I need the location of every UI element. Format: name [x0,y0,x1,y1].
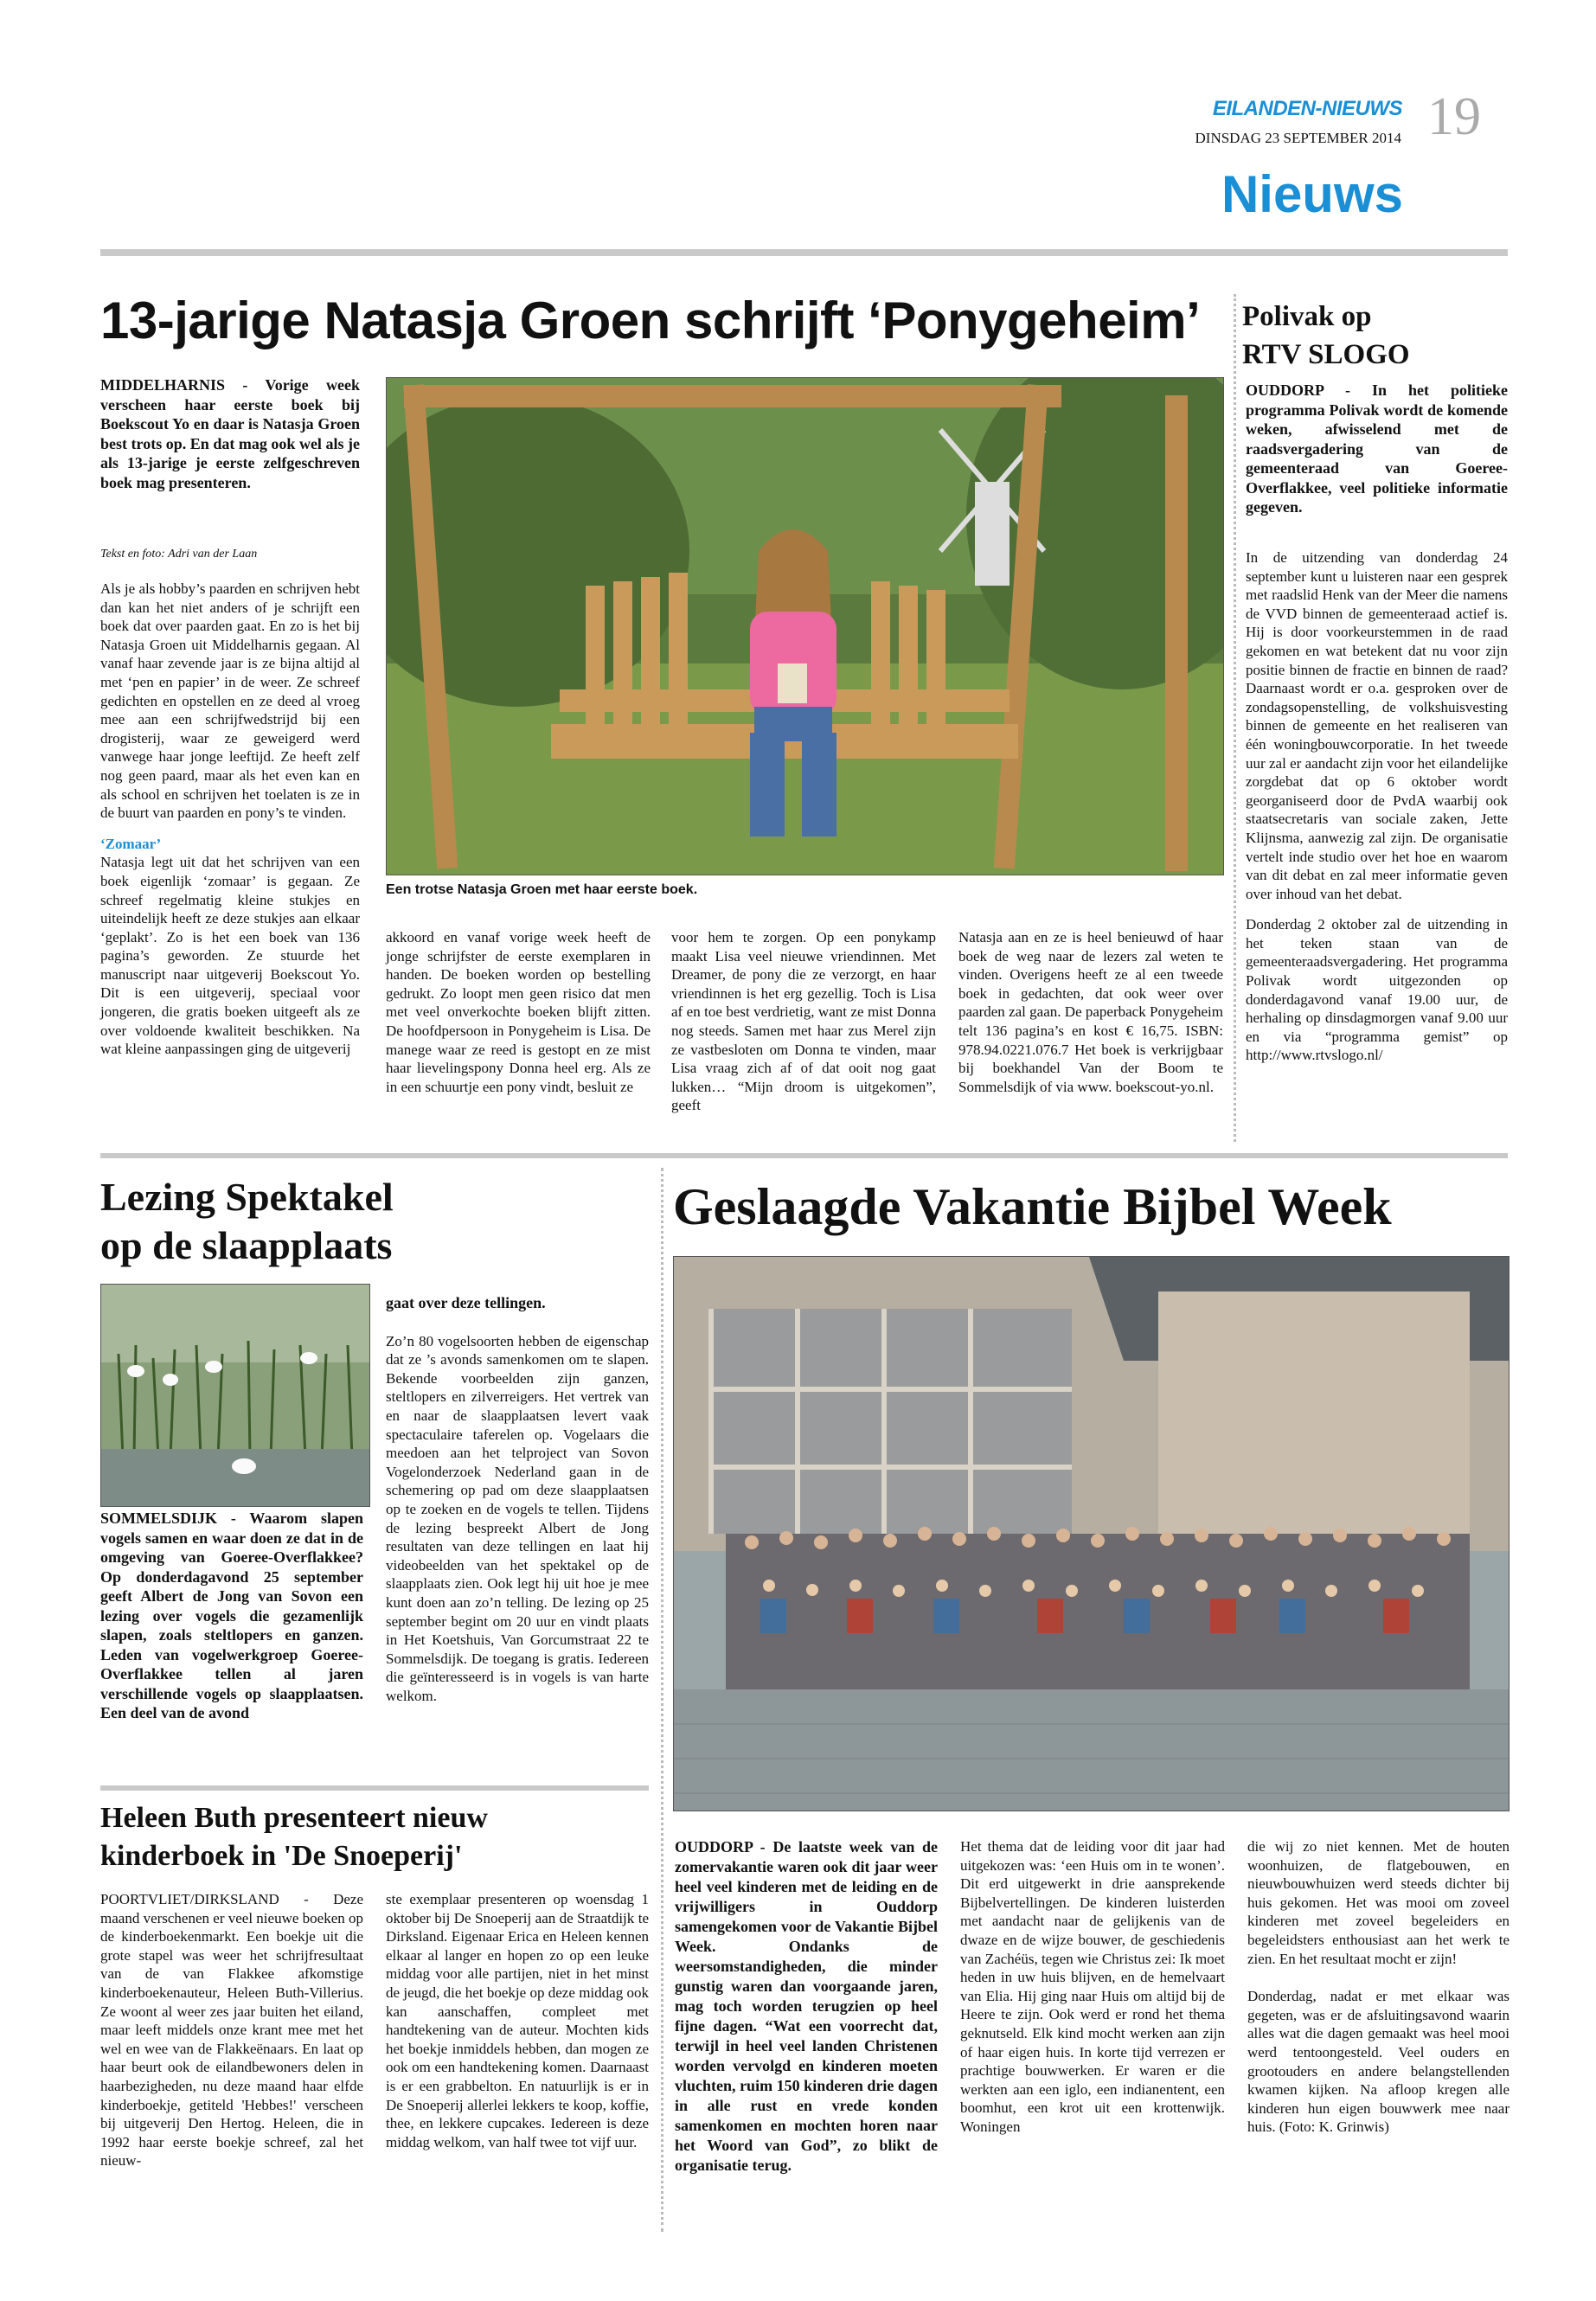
lezing-paragraph: Zo’n 80 vogelsoorten hebben de eigenschap dat ze ’s avonds samenkomen om te slapen. Bekende voorbeelden zijn ganzen, steltlopers en zilverreigers. Het vertrek van en naar de slaapplaatsen levert vaak spectaculaire taferelen op. Vogelaars die meedoen aan het telproject van Sovon Vogelonderzoek Nederland gaan in de schemering op pad om deze slaapplaatsen op te zoeken en de vogels te tellen. Tijdens de lezing bespreekt Albert de Jong resultaten van deze tellingen en laat hij videobeelden van het spektakel op de slaapplaats zien. Ook legt hij uit hoe je mee kunt doen aan zo’n telling. De lezing op 25 september begint om 20 uur en vindt plaats in Het Koetshuis, Van Gorcumstraat 22 te Sommelsdijk. De toegang is gratis. Iedereen die geïnteresseerd is in vogels is van harte welkom. [386,1332,649,1704]
polivak-text [1246,548,1508,1065]
column-divider-2 [661,1168,663,2232]
polivak-headline-line2: RTV SLOGO [1242,339,1410,370]
natasja-photo-caption: Een trotse Natasja Groen met haar eerste boek. [386,882,698,897]
lezing-headline-line2: op de slaapplaats [100,1223,393,1267]
issue-date: DINSDAG 23 SEPTEMBER 2014 [1195,130,1401,146]
section-title: Nieuws [1221,165,1403,223]
masthead-rule [100,249,1508,256]
main-col3-text: voor hem te zorgen. Op een ponykamp maakt Lisa veel nieuwe vriendinnen. Met Dreamer, de pony die ze verzorgt, en haar vriendinnen is het erg gezellig. Toch is Lisa af en toe best verdrietig, want ze mist Donna nog steeds. Samen met haar zus Merel zijn ze vastbesloten om Donna te vinden, maar Lisa vraag zich af of dat ooit nog gaat lukken… “Mijn droom is uitgekomen”, geeft [671,929,936,1114]
polivak-headline [1242,298,1502,374]
polivak-paragraph: In de uitzending van donderdag 24 september kunt u luisteren naar een gesprek met raadslid Henk van der Meer die namens de VVD binnen de gemeenteraad actief is. Hij is door voorkeurstemmen in de raad gekomen en wat betekent dat nu voor zijn positie binnen de fractie en binnen de raad? Daarnaast wordt er o.a. gesproken over de zondagsopenstelling, de volkshuisvesting binnen de gemeente en het realiseren van één woningbouwcorporatie. In het tweede uur zal er aandacht zijn voor het eilandelijke zorgdebat dat op 6 oktober wordt georganiseerd door de PvdA waarbij ook staatsecretaris van sociale zaken, Jette Klijnsma, aanwezig zal zijn. De organisatie vertelt inde studio over het hoe en waarom van dit debat en zal meer informatie geven over inhoud van het debat. [1246,549,1508,902]
main-col2-text: akkoord en vanaf vorige week heeft de jonge schrijfster de eerste exemplaren in handen. De boeken worden op bestelling gedrukt. Zo loopt men geen risico dat men met veel onverkochte boeken blijft zitten. De hoofdpersoon in Ponygeheim is Lisa. De manege waar ze reed is gestopt en ze mist haar lievelingspony Donna heel erg. Als ze in een schuurtje een pony vindt, besluit ze [386,929,651,1095]
main-subhead: ‘Zomaar’ [100,835,162,852]
main-headline: 13-jarige Natasja Groen schrijft ‘Ponygeheim’ [100,292,1201,349]
main-col1-paragraph: Als je als hobby’s paarden en schrijven hebt dan kan het niet anders of je schrijft een boek dat over paarden gaat. En zo is het bij Natasja Groen uit Middelharnis gegaan. Al vanaf haar zevende jaar is ze bijna altijd al met ‘pen en papier’ in de weer. Ze schreef gedichten en opstellen en ze deed al vroeg mee aan een schrijfwedstrijd bij een drogisterij, waar ze geweigerd werd vanwege haar jonge leeftijd. Ze heeft zelf nog geen paard, maar als het even kan en als school en schrijven het toelaten is ze in de buurt van paarden en pony’s te vinden. [100,580,360,822]
main-col1-paragraph-2: Natasja legt uit dat het schrijven van een boek eigenlijk ‘zomaar’ is gegaan. Ze schreef regelmatig kleine stukjes en uiteindelijk heeft ze deze stukjes aan elkaar ‘geplakt’. Zo is het een boek van 136 pagina’s geworden. Ze stuurde het manuscript naar uitgeverij Boekscout Yo. Dit is een uitgeverij, speciaal voor jongeren, die gratis boeken uitgeeft als ze over voldoende kwaliteit beschikken. Na wat kleine aanpassingen ging de uitgeverij [100,854,360,1058]
lezing-headline [100,1173,637,1270]
group-photo [673,1256,1509,1811]
main-byline: Tekst en foto: Adri van der Laan [100,548,258,561]
bijbelweek-headline: Geslaagde Vakantie Bijbel Week [673,1178,1392,1235]
egret-photo [100,1284,370,1507]
group-photo-illustration [674,1257,1509,1811]
lezing-headline-line1: Lezing Spektakel [100,1175,394,1219]
section-rule [100,1153,1508,1158]
bijbelweek-lead: OUDDORP - De laatste week van de zomervakantie waren ook dit jaar weer heel veel kinderen met de leiding en de vrijwilligers in Ouddorp samengekomen voor de Vakantie Bijbel Week. Ondanks de weersomstandigheden, die minder gunstig waren dan voorgaande jaren, mag toch worden terugzien op heel fijne dagen. “Wat een voorrecht dat, terwijl in heel veel landen Christenen worden vervolgd en kinderen moeten vluchten, ruim 150 kinderen drie dagen in alle rust en vrede konden samenkomen en mochten horen naar het Woord van God”, zo blikt de organisatie terug. [675,1838,938,2174]
heleen-col1-text: POORTVLIET/DIRKSLAND - Deze maand verschenen er veel nieuwe boeken op de kinderboekenmarkt. Een boekje uit die grote stapel was weer het schrijfresultaat van de van Flakkee afkomstige kinderboekenauteur, Heleen Buth-Villerius. Ze woont al weer zes jaar buiten het eiland, maar leeft middels onze krant mee met het wel en wee van de Flakkeënaars. En laat op haar beurt ook de eilandbewoners delen in haarbezigheden, nu deze maand haar elfde kinderboekje, getiteld 'Hebbes!' verscheen bij uitgeverij Den Hertog. Heleen, die in 1992 haar eerste boekje schreef, zal het nieuw- [100,1891,363,2170]
lezing-lead-continued: gaat over deze tellingen. [386,1294,546,1311]
egret-photo-illustration [101,1285,369,1506]
column-divider [1234,294,1236,1142]
heleen-headline-line1: Heleen Buth presenteert nieuw [100,1802,488,1834]
polivak-lead: OUDDORP - In het politieke programma Polivak wordt de komende weken, afwisselend met de raadsvergadering van de gemeenteraad van Goeree-Overflakkee, veel politieke informatie gegeven. [1246,381,1508,516]
lezing-col2-text [386,1294,649,1705]
polivak-headline-line1: Polivak op [1242,301,1372,332]
main-col4-text: Natasja aan en ze is heel benieuwd of haar boek de weg naar de lezers zal weten te vinden. Overigens heeft ze al een tweede boek in gedachten, dat ook weer over paarden zal gaan. De paperback Ponygeheim telt 136 pagina’s en kost € 16,75. ISBN: 978.94.0221.076.7 Het boek is verkrijgbaar bij boekhandel Van der Boom te Sommelsdijk of via www. boekscout-yo.nl. [958,929,1223,1095]
bijbelweek-col3-text [1247,1837,1509,2137]
main-col1-text [100,580,360,1059]
lezing-lead: SOMMELSDIJK - Waarom slapen vogels samen en waar doen ze dat in de omgeving van Goeree-Overflakkee? Op donderdagavond 25 september geeft Albert de Jong van Sovon een lezing over vogels die gezamenlijk slapen, zoals steltlopers en ganzen. Leden van vogelwerkgroep Goeree-Overflakkee tellen al jaren verschillende vogels op slaapplaatsen. Een deel van de avond [100,1509,363,1721]
heleen-headline-line2: kinderboek in 'De Snoeperij' [100,1840,463,1872]
bijbelweek-col2-text: Het thema dat de leiding voor dit jaar had uitgekozen was: ‘een Huis om in te wonen’. Dit erd uitgewerkt in drie aansprekende Bijbelvertellingen. De kinderen luisterden met aandacht naar de gelijkenis van de dwaze en de wijze bouwer, de geschiedenis van Zachéüs, tegen wie Christus zei: Ik moet heden in uw huis blijven, en de hemelvaart van Elia. Hij ging naar Huis om altijd bij de Heere te zijn. Ook werd er rond het thema geknutseld. Elk kind mocht werken aan zijn of haar eigen huis. In korte tijd verrezen er prachtige bouwwerken. Er waren er die werkten aan een iglo, een indianentent, een boomhut, een krot uit een krottenwijk. Woningen [960,1838,1225,2135]
natasja-photo [386,377,1224,875]
heleen-col2-text: ste exemplaar presenteren op woensdag 1 oktober bij De Snoeperij aan de Straatdijk te Dirksland. Eigenaar Erica en Heleen kennen elkaar al langer en hopen zo op een leuke middag voor alle partijen, niet in het minst de jeugd, die het boekje op deze middag ook kan aanschaffen, compleet met handtekening van de auteur. Mochten kids het boekje inmiddels hebben, dan mogen ze ook om een handtekening komen. Daarnaast is er een grabbelton. En natuurlijk is er in De Snoeperij allerlei lekkers te koop, koffie, thee, en lekkere cupcakes. Iedereen is deze middag welkom, van half twee tot vijf uur. [386,1891,649,2150]
bijbelweek-col3-paragraph: die wij zo niet kennen. Met de houten woonhuizen, de flatgebouwen, en nieuwbouwhuizen werd steeds dichter bij huis gekomen. Het was mooi om zoveel kinderen met zoveel begeleiders en begeleidsters enthousiast aan het werk te zien. En het resultaat mocht er zijn! [1247,1838,1509,1967]
heleen-headline [100,1799,654,1875]
page-number: 19 [1427,87,1481,146]
natasja-photo-illustration [387,378,1223,875]
main-lead: MIDDELHARNIS - Vorige week verscheen haar eerste boek bij Boekscout Yo en daar is Natasja Groen best trots op. En dat mag ook wel als je als 13-jarige je eerste zelfgeschreven boek mag presenteren. [100,376,360,491]
brand-logo: EILANDEN-NIEUWS [1212,97,1402,120]
section-rule-2 [100,1785,649,1791]
polivak-paragraph-2: Donderdag 2 oktober zal de uitzending in het teken staan van de gemeenteraadsvergadering. Het programma Polivak wordt uitgezonden op donderdagavond vanaf 19.00 uur, de herhaling op dinsdagmorgen vanaf 9.00 uur en via “programma gemist” op http://www.rtvslogo.nl/ [1246,916,1508,1064]
bijbelweek-col3-paragraph-2: Donderdag, nadat er met elkaar was gegeten, was er de afsluitingsavond waarin alles wat die dagen gemaakt was heel mooi werd tentoongesteld. Veel ouders en grootouders en andere belangstellenden kwamen kijken. Na afloop kregen alle kinderen hun eigen bouwwerk mee naar huis. (Foto: K. Grinwis) [1247,1988,1509,2136]
